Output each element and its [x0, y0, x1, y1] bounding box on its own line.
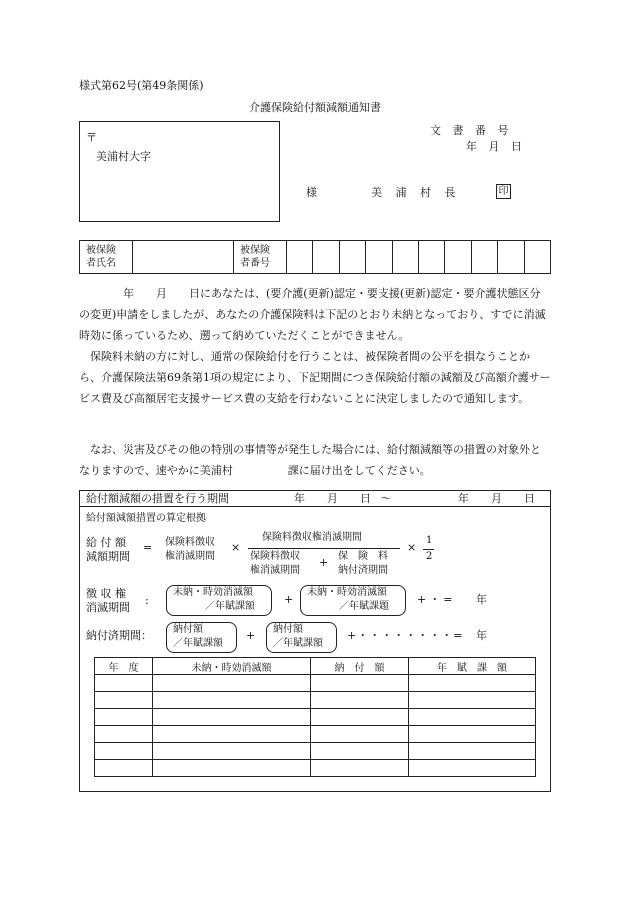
- annual-assessment-term: ／年賦課額: [205, 601, 255, 612]
- extinct-formula-tail: +・=: [417, 593, 456, 606]
- insured-name-label: [80, 241, 133, 274]
- paid-term-group: [166, 622, 237, 653]
- insured-number-digit[interactable]: [287, 241, 313, 274]
- half-denominator: 2: [426, 551, 433, 562]
- notice-paragraph-2: 保険料未納の方に対し、通常の保険給付を行うことは、被保険者間の公平を損なうことから、介護保険法第69条第1項の規定により、下記期間につき保険給付額の減額及び高額介護サービス費及び高額居宅支援サービス費の支給を行わないことに決定しましたので通知します。: [79, 350, 551, 405]
- insured-number-digit[interactable]: [339, 241, 365, 274]
- table-cell[interactable]: [95, 743, 153, 760]
- paid-amount-term: 納付額: [273, 624, 303, 635]
- lapse-period-term-line1: 保険料徴収: [165, 537, 215, 548]
- basis-label: 給付額減額措置の算定根拠: [86, 513, 206, 524]
- table-row: [95, 709, 536, 726]
- colon: :: [145, 594, 149, 607]
- table-row: [95, 692, 536, 709]
- table-cell[interactable]: [409, 675, 536, 692]
- table-cell[interactable]: [153, 675, 311, 692]
- insured-number-digit[interactable]: [471, 241, 497, 274]
- insured-number-label: [234, 241, 287, 274]
- fraction-denominator-a-line1: 保険料徴収: [250, 551, 300, 562]
- lapse-period-term-line2: 権消滅期間: [165, 551, 215, 562]
- insured-name-label-line2: 者氏名: [86, 258, 116, 269]
- reduction-period-label: [86, 536, 130, 564]
- unpaid-term-group: [300, 585, 406, 616]
- table-cell[interactable]: [311, 675, 409, 692]
- year-unit: 年: [476, 629, 487, 642]
- insured-info-table: [79, 240, 551, 274]
- table-cell[interactable]: [311, 743, 409, 760]
- insured-number-label-line2: 者番号: [240, 258, 270, 269]
- plus-sign: +: [284, 593, 294, 606]
- table-cell[interactable]: [153, 709, 311, 726]
- reduction-period-label-line1: 給 付 額: [86, 536, 126, 549]
- plus-sign: +: [246, 629, 256, 642]
- table-cell[interactable]: [311, 760, 409, 777]
- table-cell[interactable]: [95, 726, 153, 743]
- insured-name-value[interactable]: [133, 241, 234, 274]
- table-cell[interactable]: [95, 692, 153, 709]
- period-start: 年 月 日 〜: [294, 492, 392, 505]
- honorific: 様: [306, 186, 317, 199]
- unpaid-term: 未納・時効消滅額: [307, 587, 387, 598]
- multiply-sign: ×: [407, 541, 417, 554]
- postal-mark: 〒: [86, 131, 97, 144]
- column-header-paid-amount: 納 付 額: [311, 658, 409, 675]
- period-label: 給付額減額の措置を行う期間: [86, 492, 229, 505]
- insured-number-digit[interactable]: [392, 241, 418, 274]
- insured-number-digit[interactable]: [498, 241, 524, 274]
- annual-assessment-term: ／年賦課題: [339, 601, 389, 612]
- insured-name-label-line1: 被保険: [86, 245, 116, 256]
- table-cell[interactable]: [95, 709, 153, 726]
- table-cell[interactable]: [153, 726, 311, 743]
- multiply-sign: ×: [231, 541, 241, 554]
- document-number-label: 文 書 番 号: [430, 124, 513, 137]
- paid-formula-tail: +・・・・・・・・=: [347, 629, 464, 642]
- address-village: 美浦村大字: [96, 150, 151, 163]
- reduction-period-label-line2: 減額期間: [86, 550, 130, 563]
- paid-amount-term: 納付額: [173, 624, 203, 635]
- insured-number-digit[interactable]: [418, 241, 444, 274]
- address-box: [79, 121, 280, 222]
- fraction-denominator-b: [338, 550, 388, 578]
- table-cell[interactable]: [311, 709, 409, 726]
- fraction-denominator-b-line2: 納付済期間: [338, 565, 388, 576]
- table-cell[interactable]: [153, 743, 311, 760]
- paid-term-group: [266, 622, 337, 653]
- issue-date-label: 年 月 日: [466, 140, 526, 153]
- annual-assessment-term: ／年賦課額: [273, 638, 323, 649]
- table-row: [95, 675, 536, 692]
- table-cell[interactable]: [153, 760, 311, 777]
- fraction-bar: [248, 548, 400, 549]
- column-header-fiscal-year: 年 度: [95, 658, 153, 675]
- half-fraction-bar: [423, 549, 434, 550]
- table-cell[interactable]: [153, 692, 311, 709]
- detail-table: [94, 657, 536, 777]
- unpaid-term-group: [166, 585, 272, 616]
- extinct-period-label: [86, 587, 130, 615]
- insured-number-digit[interactable]: [313, 241, 339, 274]
- year-unit: 年: [476, 593, 487, 606]
- table-row: [95, 743, 536, 760]
- extinct-period-label-line2: 消滅期間: [86, 601, 130, 614]
- form-number: 様式第62号(第49条関係): [79, 79, 204, 92]
- table-cell[interactable]: [409, 743, 536, 760]
- table-row: [95, 760, 536, 777]
- insured-number-label-line1: 被保険: [240, 245, 270, 256]
- table-cell[interactable]: [409, 726, 536, 743]
- half-numerator: 1: [426, 535, 433, 546]
- lapse-period-term: [165, 536, 215, 564]
- table-row: [95, 726, 536, 743]
- unpaid-term: 未納・時効消滅額: [173, 587, 253, 598]
- table-cell[interactable]: [409, 709, 536, 726]
- paid-period-label: 納付済期間：: [86, 629, 152, 642]
- issuer-name: 美 浦 村 長: [371, 186, 461, 199]
- seal-stamp: 印: [496, 184, 511, 199]
- fraction-denominator-a: [250, 550, 300, 578]
- column-header-unpaid-amount: 未納・時効消滅額: [153, 658, 311, 675]
- annual-assessment-term: ／年賦課額: [173, 638, 223, 649]
- table-cell[interactable]: [95, 760, 153, 777]
- plus-sign: +: [319, 556, 329, 569]
- notice-paragraph-3: なお、災害及びその他の特別の事情等が発生した場合には、給付額減額等の措置の対象外となりますので、速やかに美浦村 課に届け出をしてください。: [79, 443, 541, 477]
- notice-paragraph-1: 年 月 日にあなたは、(要介護(更新)認定・要支援(更新)認定・要介護状態区分の変更)申請をしましたが、あなたの介護保険料は下記のとおり未納となっており、すでに消滅時効に係っているため、遡って納めていただくことができません。: [79, 287, 546, 342]
- table-cell[interactable]: [95, 675, 153, 692]
- table-cell[interactable]: [311, 692, 409, 709]
- section-divider: [79, 506, 551, 507]
- insured-number-digit[interactable]: [524, 241, 550, 274]
- extinct-period-label-line1: 徴 収 権: [86, 587, 126, 600]
- fraction-denominator-b-line1: 保 険 料: [338, 551, 388, 562]
- period-end: 年 月 日: [458, 492, 535, 505]
- column-header-annual-assessment: 年 賦 課 額: [409, 658, 536, 675]
- fraction-denominator-a-line2: 権消滅期間: [250, 565, 300, 576]
- table-cell[interactable]: [311, 726, 409, 743]
- fraction-numerator: 保険料徴収権消滅期間: [262, 532, 362, 543]
- table-cell[interactable]: [409, 692, 536, 709]
- table-cell[interactable]: [409, 760, 536, 777]
- document-title: 介護保険給付額減額通知書: [249, 101, 381, 114]
- insured-number-digit[interactable]: [445, 241, 471, 274]
- equals-sign: =: [143, 541, 153, 554]
- insured-number-digit[interactable]: [366, 241, 392, 274]
